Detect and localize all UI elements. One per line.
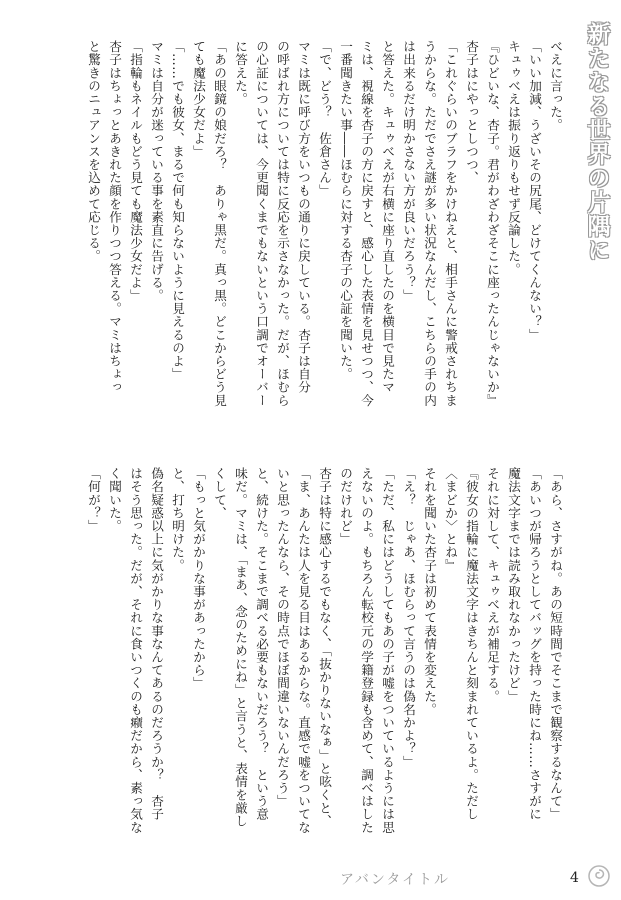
text-line: のだけれど」 (338, 467, 353, 546)
text-line: マミは自分が迷っている事を素直に告げる。 (149, 40, 164, 302)
text-line: と驚きのニュアンスを込めて応じる。 (86, 40, 101, 263)
text-line: に答えた。 (233, 40, 248, 106)
text-block-bottom (46, 467, 566, 853)
text-line: 杏子はにやっとしつつ、 (464, 40, 479, 185)
text-line: いと思ったんなら、その時点でほぼ間違いないんだろう」 (275, 467, 290, 808)
text-line: と、打ち明けた。 (170, 467, 185, 572)
text-line: ても魔法少女だよ」 (191, 40, 206, 158)
text-line: 「……でも彼女、まるで何も知らないように見えるのよ」 (170, 40, 185, 381)
text-line: の呼ばれ方については特に反応を示さなかった。だが、ほむら (275, 40, 290, 407)
text-line: 味だ。マミは、「まあ、念のためにね」と言うと、表情を厳し (233, 467, 248, 828)
text-line: 「もっと気がかりな事があったから」 (191, 467, 206, 690)
text-line: 杏子は特に感心するでもなく、「抜かりないなぁ」と呟くと、 (317, 467, 332, 828)
text-line: くして、 (212, 467, 227, 520)
text-line: うからな。ただでさえ謎が多い状況なんだし、こちらの手の内 (422, 40, 437, 407)
text-line: 「これぐらいのブラフをかけねえと、相手さんに警戒されちま (443, 40, 458, 407)
text-line: 魔法文字までは読み取れなかったけど」 (506, 467, 521, 703)
chapter-title: 新たなる世界の片隅に (583, 22, 610, 262)
text-line: 一番聞きたい事――ほむらに対する杏子の心証を聞いた。 (338, 40, 353, 381)
text-line: マミは既に呼び方をいつもの通りに戻している。杏子は自分 (296, 40, 311, 394)
text-line: 「ま、あんたは人を見る目はあるからな。直感で嘘をついてな (296, 467, 311, 834)
text-line: 〈まどか〉とね』 (443, 467, 458, 572)
text-line: と答えた。キュゥべえが右横に座り直したのを横目で見たマ (380, 40, 395, 394)
text-line: それを聞いた杏子は初めて表情を変えた。 (422, 467, 437, 716)
text-line: 「何が？」 (86, 467, 101, 533)
text-line: と、続けた。そこまで調べる必要もないだろう？ という意 (254, 467, 269, 821)
text-line: べえに言った。 (548, 40, 563, 132)
swirl-ornament-icon (587, 864, 611, 888)
text-line: 「ただ、私にはどうしてもあの子が嘘をついているようには思 (380, 467, 395, 834)
text-line: えないのよ。もちろん転校元の学籍登録も含めて、調べはした (359, 467, 374, 834)
text-block-top (46, 40, 566, 412)
text-line: く聞いた。 (107, 467, 122, 533)
text-line: 「いい加減、うざいその尻尾、どけてくんない？」 (527, 40, 542, 342)
text-line: 偽名疑惑以上に気がかりな事なんてあるのだろうか？ 杏子 (149, 467, 164, 821)
page-number: 4 (570, 870, 579, 886)
text-line: はそう思った。だが、それに食いつくのも癪だから、素っ気な (128, 467, 143, 834)
text-line: 「あら、さすがね。あの短時間でそこまで観察するなんて」 (548, 467, 563, 821)
text-line: 「で、どう？ 佐倉さん」 (317, 40, 332, 198)
text-line: 杏子はちょっとあきれた顔を作りつつ答える。マミはちょっ (107, 40, 122, 394)
text-line: それに対して、キュゥべえが補足する。 (485, 467, 500, 703)
text-line: 「え？ じゃあ、ほむらって言うのは偽名かよ？」 (401, 467, 416, 769)
text-line: 「あいつが帰ろうとしてバッグを持った時にね……さすがに (527, 467, 542, 821)
text-line: ミは、視線を杏子の方に戻すと、感心した表情を見せつつ、今 (359, 40, 374, 407)
text-line: 『彼女の指輪に魔法文字はきちんと刻まれているよ。ただし (464, 467, 479, 821)
text-line: キュゥべえは振り返りもせず反論した。 (506, 40, 521, 276)
running-title: アバンタイトル (340, 872, 451, 888)
text-line: は出来るだけ明かさない方が良いだろう？」 (401, 40, 416, 302)
text-line: の心証については、今更聞くまでもないという口調でオーバー (254, 40, 269, 407)
text-line: 「指輪もネイルもどう見ても魔法少女だよ」 (128, 40, 143, 302)
text-line: 『ひどいな、杏子。君がわざわざそこに座ったんじゃないか』 (485, 40, 500, 407)
text-line: 「あの眼鏡の娘だろ？ ありゃ黒だ。真っ黒。どこからどう見 (212, 40, 227, 407)
